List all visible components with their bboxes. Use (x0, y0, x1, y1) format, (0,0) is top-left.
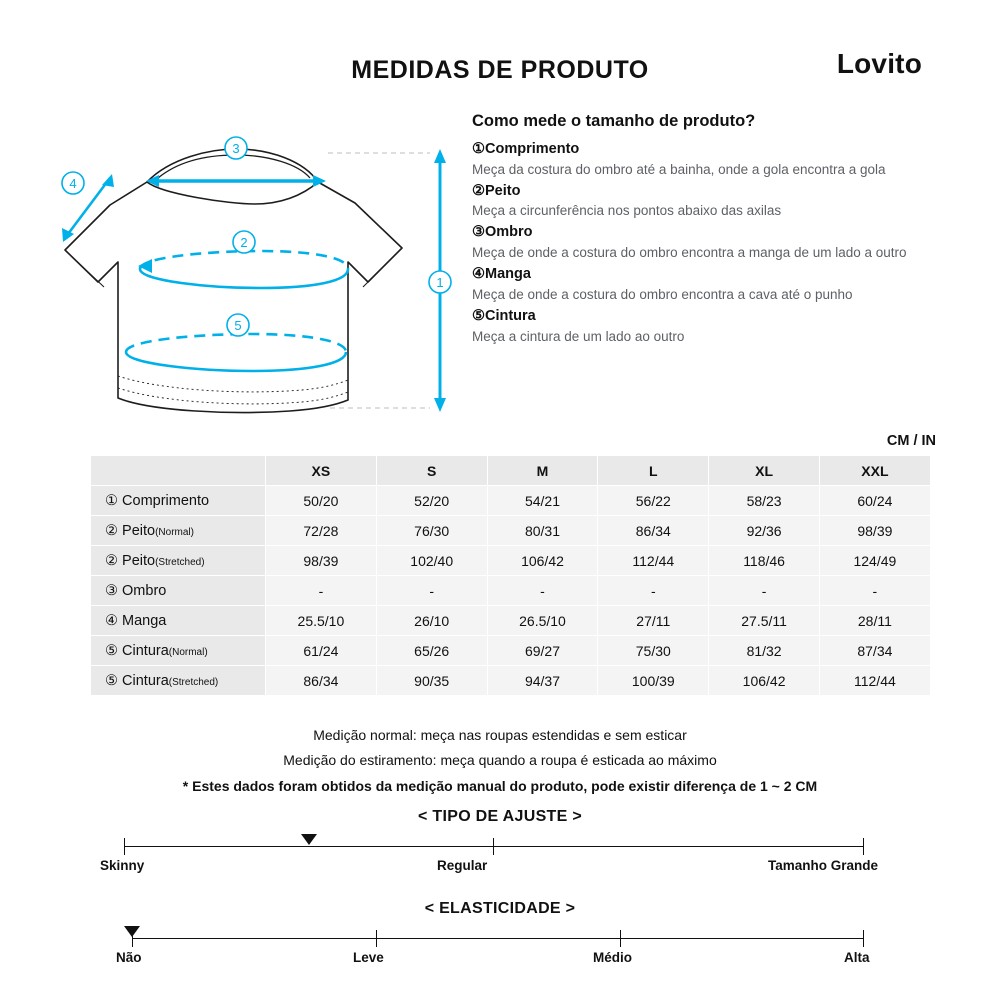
elasticity-label-nao: Não (116, 950, 142, 965)
table-cell: 106/42 (487, 546, 598, 576)
column-header: XL (709, 456, 820, 486)
table-cell: 98/39 (819, 516, 930, 546)
table-cell: 72/28 (266, 516, 377, 546)
elasticity-scale (116, 930, 870, 976)
column-header: M (487, 456, 598, 486)
svg-text:2: 2 (240, 235, 248, 250)
column-header: XXL (819, 456, 930, 486)
row-label: ④ Manga (105, 612, 167, 629)
row-header (91, 606, 266, 636)
elasticity-label-leve: Leve (353, 950, 384, 965)
table-header-row (91, 456, 931, 486)
table-cell: 69/27 (487, 636, 598, 666)
table-cell: 112/44 (598, 546, 709, 576)
elasticity-tick-1 (376, 930, 377, 947)
column-header: S (376, 456, 487, 486)
explanation-term: ⑤Cintura (472, 307, 536, 324)
row-header (91, 666, 266, 696)
table-row (91, 486, 931, 516)
elasticity-tick-3 (863, 930, 864, 947)
fit-scale (100, 838, 879, 884)
explanation-desc: Meça da costura do ombro até a bainha, onde a gola encontra a gola (472, 161, 886, 177)
table-cell: 27.5/11 (709, 606, 820, 636)
explanation-item-5 (472, 306, 972, 346)
fit-tick-2 (863, 838, 864, 855)
measure-explanation (472, 112, 972, 348)
table-cell: 58/23 (709, 486, 820, 516)
table-cell: 81/32 (709, 636, 820, 666)
fit-label-regular: Regular (437, 858, 488, 873)
table-cell: 28/11 (819, 606, 930, 636)
table-row (91, 636, 931, 666)
row-label: ② Peito (105, 522, 156, 539)
table-cell: - (376, 576, 487, 606)
elasticity-label-medio: Médio (593, 950, 632, 965)
table-cell: 80/31 (487, 516, 598, 546)
table-cell: 56/22 (598, 486, 709, 516)
table-row (91, 576, 931, 606)
note-stretch-measure: Medição do estiramento: meça quando a roupa é esticada ao máximo (283, 751, 717, 768)
table-cell: 26/10 (376, 606, 487, 636)
table-cell: 87/34 (819, 636, 930, 666)
svg-text:1: 1 (436, 275, 444, 290)
brand-logo: Lovito (836, 48, 922, 79)
svg-text:4: 4 (69, 176, 77, 191)
size-table (90, 455, 931, 696)
note-disclaimer: * Estes dados foram obtidos da medição manual do produto, pode existir diferença de 1 ~ 2 CM (182, 778, 818, 794)
fit-selected-marker (301, 834, 317, 845)
explanation-desc: Meça de onde a costura do ombro encontra a manga de um lado a outro (472, 245, 907, 261)
table-cell: 54/21 (487, 486, 598, 516)
svg-text:5: 5 (234, 318, 242, 333)
table-cell: 98/39 (266, 546, 377, 576)
table-row (91, 546, 931, 576)
row-label: ③ Ombro (105, 582, 167, 599)
table-cell: 86/34 (598, 516, 709, 546)
elasticity-selected-marker (124, 926, 140, 937)
explanation-term: ④Manga (472, 266, 531, 283)
fit-scale-title: < TIPO DE AJUSTE > (418, 808, 582, 825)
table-cell: 94/37 (487, 666, 598, 696)
table-row (91, 666, 931, 696)
table-cell: 60/24 (819, 486, 930, 516)
fit-axis-line (124, 846, 864, 847)
row-label-sub: (Normal) (155, 526, 194, 538)
row-header (91, 486, 266, 516)
row-label: ⑤ Cintura (105, 672, 169, 689)
table-row (91, 516, 931, 546)
notes-block (0, 723, 1000, 794)
explanation-item-4 (472, 264, 972, 304)
explanation-desc: Meça a circunferência nos pontos abaixo das axilas (472, 203, 782, 219)
row-header (91, 516, 266, 546)
table-cell: 102/40 (376, 546, 487, 576)
table-cell: 76/30 (376, 516, 487, 546)
row-label: ② Peito (105, 552, 156, 569)
garment-diagram-svg (40, 130, 470, 420)
svg-text:3: 3 (232, 141, 240, 156)
elasticity-axis-line (132, 938, 864, 939)
table-row (91, 606, 931, 636)
explanation-item-3 (472, 222, 972, 262)
row-label-sub: (Stretched) (155, 556, 205, 568)
table-cell: 75/30 (598, 636, 709, 666)
table-cell: 50/20 (266, 486, 377, 516)
row-header (91, 546, 266, 576)
unit-label: CM / IN (886, 433, 936, 449)
fit-label-oversize: Tamanho Grande (768, 858, 879, 873)
explanation-item-2 (472, 181, 972, 221)
column-header: L (598, 456, 709, 486)
explanation-term: ①Comprimento (472, 141, 580, 157)
table-cell: - (266, 576, 377, 606)
elasticity-label-alta: Alta (844, 950, 870, 965)
table-cell: 112/44 (819, 666, 930, 696)
table-cell: 25.5/10 (266, 606, 377, 636)
table-cell: 86/34 (266, 666, 377, 696)
elasticity-tick-2 (620, 930, 621, 947)
table-cell: 118/46 (709, 546, 820, 576)
table-cell: 52/20 (376, 486, 487, 516)
table-cell: 90/35 (376, 666, 487, 696)
table-cell: - (709, 576, 820, 606)
row-label-sub: (Stretched) (168, 676, 219, 688)
table-cell: 100/39 (598, 666, 709, 696)
row-label: ① Comprimento (105, 492, 210, 509)
table-cell: 26.5/10 (487, 606, 598, 636)
fit-tick-1 (493, 838, 494, 855)
table-corner-cell (91, 456, 266, 486)
table-cell: 124/49 (819, 546, 930, 576)
table-cell: 61/24 (266, 636, 377, 666)
table-cell: 106/42 (709, 666, 820, 696)
row-header (91, 636, 266, 666)
table-cell: 92/36 (709, 516, 820, 546)
table-cell: 27/11 (598, 606, 709, 636)
row-header (91, 576, 266, 606)
row-label-sub: (Normal) (168, 646, 208, 658)
fit-tick-0 (124, 838, 125, 855)
explanation-term: ②Peito (472, 182, 521, 199)
row-label: ⑤ Cintura (105, 642, 169, 659)
explanation-term: ③Ombro (472, 224, 533, 241)
table-cell: - (487, 576, 598, 606)
fit-label-skinny: Skinny (100, 858, 145, 873)
explanation-desc: Meça a cintura de um lado ao outro (472, 328, 685, 344)
table-cell: - (598, 576, 709, 606)
explanation-heading: Como mede o tamanho de produto? (472, 112, 756, 130)
table-cell: 65/26 (376, 636, 487, 666)
note-normal-measure: Medição normal: meça nas roupas estendidas e sem esticar (313, 727, 687, 743)
garment-diagram (40, 130, 470, 420)
elasticity-scale-title: < ELASTICIDADE > (424, 900, 576, 917)
page-title: MEDIDAS DE PRODUTO (351, 56, 649, 84)
column-header: XS (266, 456, 377, 486)
explanation-desc: Meça de onde a costura do ombro encontra a cava até o punho (472, 286, 853, 302)
explanation-item-1 (472, 139, 972, 179)
table-cell: - (819, 576, 930, 606)
